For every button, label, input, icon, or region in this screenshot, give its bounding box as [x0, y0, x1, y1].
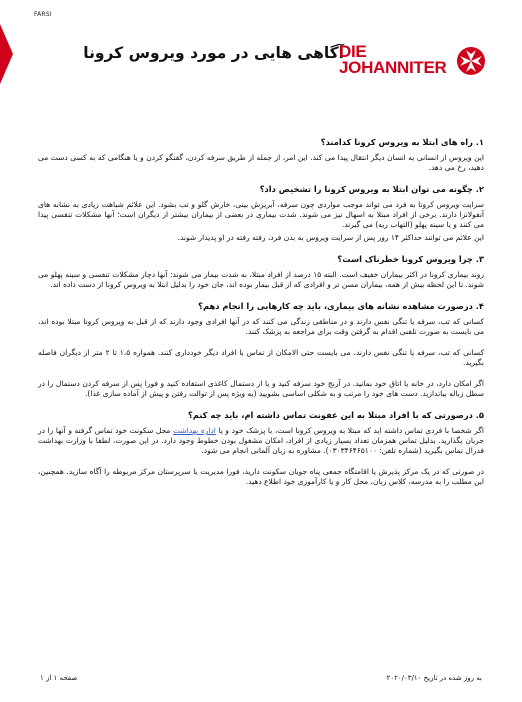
section-2-heading: ۲. چگونه می توان ابتلا به ویروس کرونا را تشخیص داد؟ [259, 184, 484, 194]
section-2-paragraph-2: این علائم می توانند حداکثر ۱۴ روز پس از سرایت ویروس به بدن فرد، رفته رفته در او پدیدار شوند. [177, 233, 484, 242]
logo-line-1: DIE [339, 42, 367, 61]
section-5-paragraph-1 [38, 426, 484, 456]
section-5-text-after-link: محل سکونت خود تماس گرفته و آنها را در جریان بگذارید. بدلیل تماس همزمان تعداد بسیار زیادی از افراد، امکان مشغول بودن خطوط وجود دارد. در این صورت، لطفا با وزارت بهداشت فدرال تماس بگیرید (شماره تلفن: ۰۳۰۳۴۶۴۶۵۱۰۰). مشاوره به زبان آلمانی انجام می شود. [38, 426, 484, 455]
johanniter-logo [339, 42, 447, 77]
health-office-link[interactable]: اداره بهداشت [173, 426, 216, 435]
section-3-heading: ۳. چرا ویروس کرونا خطرناک است؟ [337, 254, 484, 264]
red-corner-marker [0, 24, 13, 84]
footer-updated-date: به روز شده در تاریخ ۲۰۲۰/۰۳/۱۰ [386, 674, 482, 682]
section-4-heading: ۴. درصورت مشاهده نشانه های بیماری، باید چه کارهایی را انجام دهم؟ [198, 301, 484, 311]
section-1-paragraph: این ویروس از انسانی به انسان دیگر انتقال پیدا می کند. این امر، از جمله از طریق سرفه کردن، گفتگو کردن و یا هنگامی که به کسی دست می دهید، رخ می دهد. [38, 153, 484, 172]
logo-line-2: JOHANNITER [339, 58, 447, 77]
footer-page-number: صفحه ۱ از ۱ [40, 674, 78, 682]
section-5-text-before-link: اگر شخصا با فردی تماس داشته اید که مبتلا به ویروس کرونا است، با پزشک خود و یا [215, 426, 484, 435]
language-label: FARSI [34, 11, 52, 18]
section-4-paragraph-1: کسانی که تب، سرفه یا تنگی نفس دارند و در مناطقی زندگی می کنند که در آنها افرادی وجود دارند که از قبل به ویروس کرونا مبتلا بوده اند، می بایست به صورت تلفنی اقدام به گرفتن وقت برای مراجعه به پزشک کنند. [38, 317, 484, 336]
section-3-paragraph: روند بیماری کرونا در اکثر بیماران خفیف است. البته ۱۵ درصد از افراد مبتلا، به شدت بیمار می شوند: آنها دچار مشکلات تنفسی و سینه پهلو می شوند. تا این لحظه بیش از همه، بیماران مسن تر و افرادی که از قبل بیمار بوده اند، جان خود را بدلیل ابتلا به ویروس کرونا از دست داده اند. [38, 270, 484, 289]
section-1-heading: ۱. راه های ابتلا به ویروس کرونا کدامند؟ [320, 137, 484, 147]
page-title: آگاهی هایی در مورد ویروس کرونا [83, 44, 344, 62]
document-body [38, 137, 484, 490]
maltese-cross-icon [456, 46, 486, 76]
section-5-heading: ۵. درصورتی که با افراد مبتلا به این عفونت تماس داشته ام، باید چه کنم؟ [187, 410, 484, 420]
section-5-paragraph-2: در صورتی که در یک مرکز پذیرش یا اقامتگاه جمعی پناه جویان سکونت دارید، فورا مدیریت یا سرپرستان مرکز مربوطه را آگاه سازید. همچنین، این مطلب را به مدرسه، کلاس زبان، محل کار و یا کارآموزی خود اطلاع دهید. [38, 467, 484, 486]
section-4-paragraph-2: کسانی که تب، سرفه یا تنگی نفس دارند، می بایست حتی الامکان از تماس با افراد دیگر خودداری کنند. همواره ۱،۵ تا ۲ متر از دیگران فاصله بگیرید. [38, 348, 485, 367]
section-2-paragraph-1: سرایت ویروس کرونا به فرد می تواند موجب مواردی چون سرفه، آبریزش بینی، خارش گلو و تب بشود. این علائم شباهت زیادی به نشانه های آنفولانزا دارند. برخی از افراد مبتلا به اسهال نیز می شوند. شدت بیماری در بعضی از بیماران بیشتر از دیگران است؛ آنها مشکلات تنفسی پیدا می کنند و یا سینه پهلو (التهاب ریه) می گیرند. [38, 200, 484, 229]
section-4-paragraph-3: اگر امکان دارد، در خانه یا اتاق خود بمانید. در آرنج خود سرفه کنید و یا از دستمال کاغذی استفاده کنید و فورا پس از سرفه کردن دستمال را در سطل زباله بیاندازید. دست های خود را مرتب و به شکلی اساسی بشویید (به ویژه پس از توالت رفتن و پیش از آماده سازی غذا). [38, 379, 484, 398]
